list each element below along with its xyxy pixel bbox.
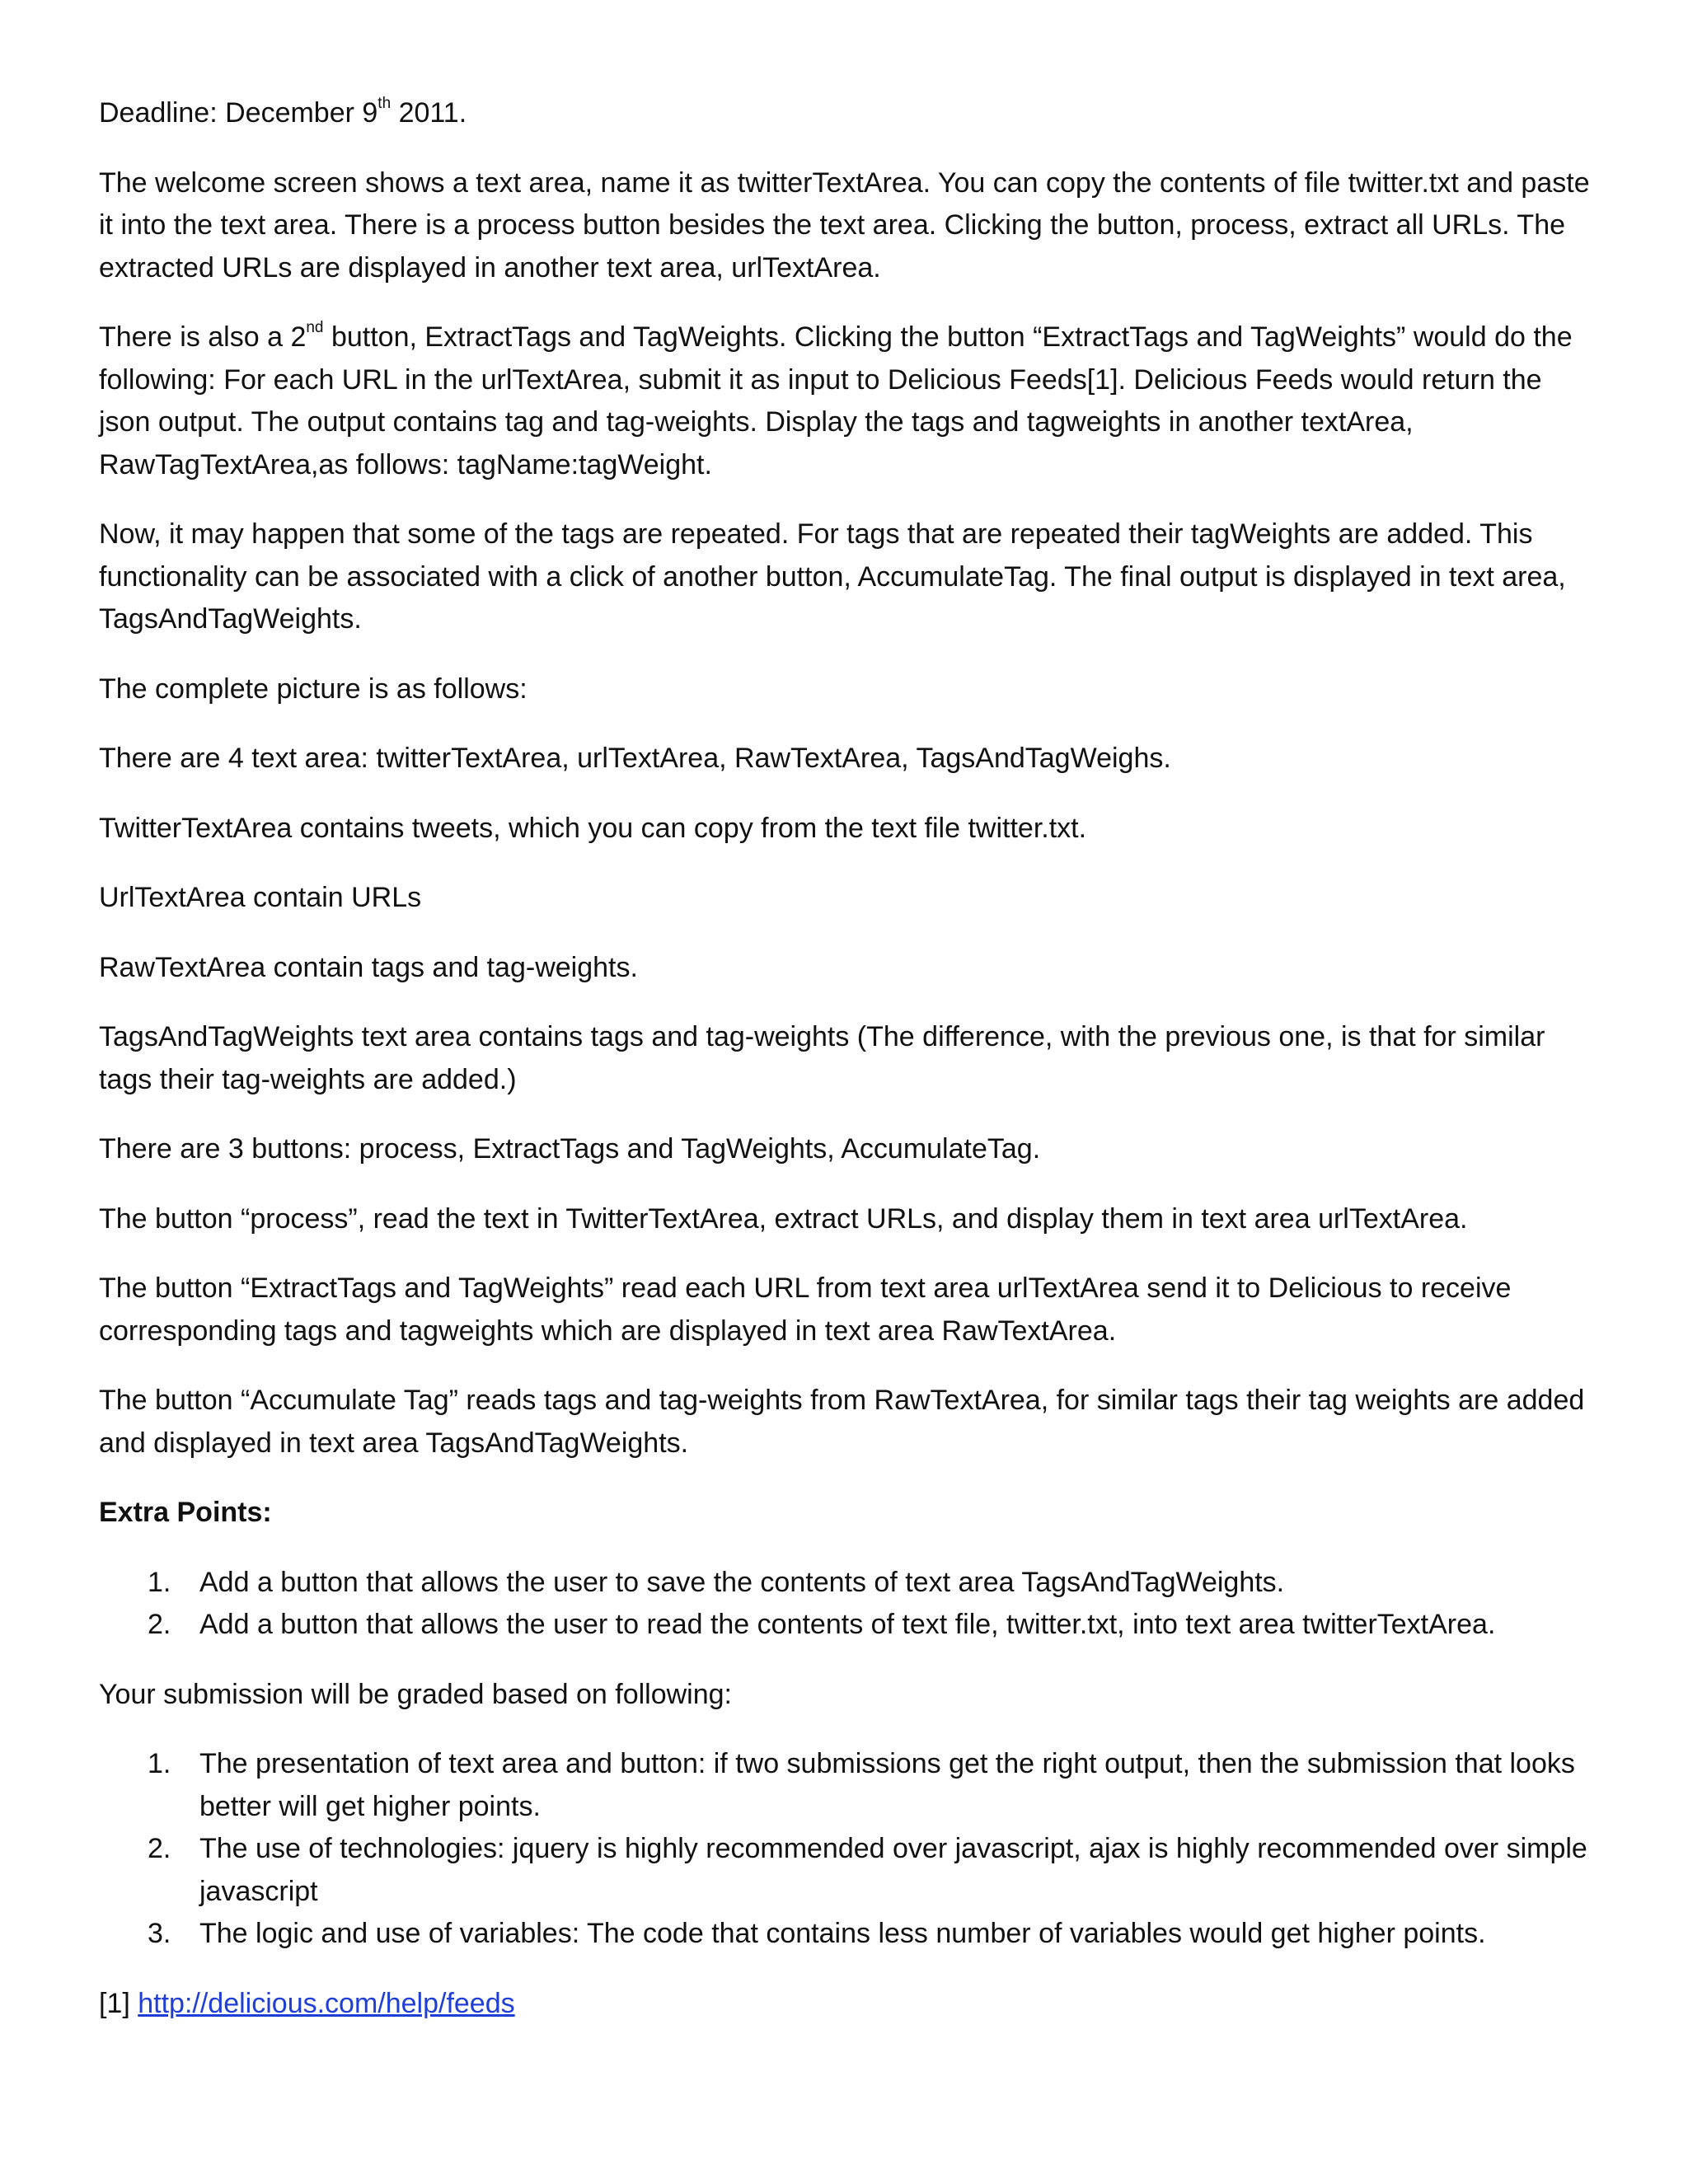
paragraph-buttons: There are 3 buttons: process, ExtractTags and TagWeights, AccumulateTag. [99,1133,1041,1165]
reference-mark: [1] [99,1987,138,2019]
paragraph-welcome-screen: The welcome screen shows a text area, name it as twitterTextArea. You can copy the contents of file twitter.txt and paste it into the text area. There is a process button besides the text area. Clicking the button, process, extract all URLs. The extracted URLs are displayed in another text area, urlTextArea. [99,166,1590,284]
paragraph-url-text-area: UrlTextArea contain URLs [99,882,422,913]
paragraph-tags-text-area: TagsAndTagWeights text area contains tags and tag-weights (The difference, with the previous one, is that for similar tags their tag-weights are added.) [99,1021,1545,1095]
paragraph-second-button-suffix: button, ExtractTags and TagWeights. Clicking the button “ExtractTags and TagWeights” would do the following: For each URL in the urlTextArea, submit it as input to Delicious Feeds[1]. Delicious Feeds would return the json output. The output contains tag and tag-weights. Display the tags and tagweights in another textArea, RawTagTextArea,as follows: tagName:tagWeight. [99,321,1573,480]
list-item-text: Add a button that allows the user to save the contents of text area TagsAndTagWeights. [199,1566,1285,1598]
grading-list [99,1743,1599,1956]
deadline-suffix: 2011. [391,97,467,129]
list-item-text: The logic and use of variables: The code that contains less number of variables would get higher points. [199,1918,1486,1949]
paragraph-text-areas: There are 4 text area: twitterTextArea, urlTextArea, RawTextArea, TagsAndTagWeighs. [99,743,1171,774]
list-item [99,1562,1599,1605]
grading-intro: Your submission will be graded based on following: [99,1678,732,1710]
list-item-number: 2. [148,1609,171,1640]
list-item-number: 3. [148,1918,171,1949]
document-page [99,92,1599,2052]
list-item [99,1743,1599,1828]
reference-link[interactable]: http://delicious.com/help/feeds [138,1987,515,2019]
deadline-prefix: Deadline: December 9 [99,97,378,129]
paragraph-second-button [99,316,1599,486]
deadline-line [99,92,1599,135]
list-item [99,1913,1599,1956]
paragraph-second-button-prefix: There is also a 2 [99,321,307,353]
list-item-text: The use of technologies: jquery is highly recommended over javascript, ajax is highly recommended over simple javascript [199,1833,1587,1907]
list-item-number: 1. [148,1566,171,1598]
extra-points-heading: Extra Points: [99,1497,272,1528]
paragraph-process-button: The button “process”, read the text in TwitterTextArea, extract URLs, and display them in text area urlTextArea. [99,1202,1468,1235]
list-item [99,1828,1599,1913]
list-item-number: 2. [148,1833,171,1864]
paragraph-second-button-superscript: nd [306,318,324,336]
paragraph-twitter-text-area: TwitterTextArea contains tweets, which you can copy from the text file twitter.txt. [99,812,1087,844]
deadline-superscript: th [377,94,392,112]
list-item-text: Add a button that allows the user to read the contents of text file, twitter.txt, into text area twitterTextArea. [199,1609,1496,1640]
list-item-text: The presentation of text area and button: if two submissions get the right output, then the submission that looks better will get higher points. [199,1748,1575,1822]
paragraph-accumulate-button: The button “Accumulate Tag” reads tags and tag-weights from RawTextArea, for similar tags their tag weights are added and displayed in text area TagsAndTagWeights. [99,1385,1585,1459]
reference-footnote [99,1983,1599,2026]
list-item-number: 1. [148,1748,171,1779]
paragraph-extract-button: The button “ExtractTags and TagWeights” read each URL from text area urlTextArea send it to Delicious to receive corresponding tags and tagweights which are displayed in text area RawTextArea. [99,1272,1512,1347]
list-item [99,1604,1599,1647]
paragraph-repeated-tags: Now, it may happen that some of the tags are repeated. For tags that are repeated their tagWeights are added. This functionality can be associated with a click of another button, AccumulateTag. The final output is displayed in text area, TagsAndTagWeights. [99,518,1566,635]
extra-points-list [99,1562,1599,1647]
paragraph-complete-picture: The complete picture is as follows: [99,673,528,705]
paragraph-raw-text-area: RawTextArea contain tags and tag-weights. [99,951,638,983]
